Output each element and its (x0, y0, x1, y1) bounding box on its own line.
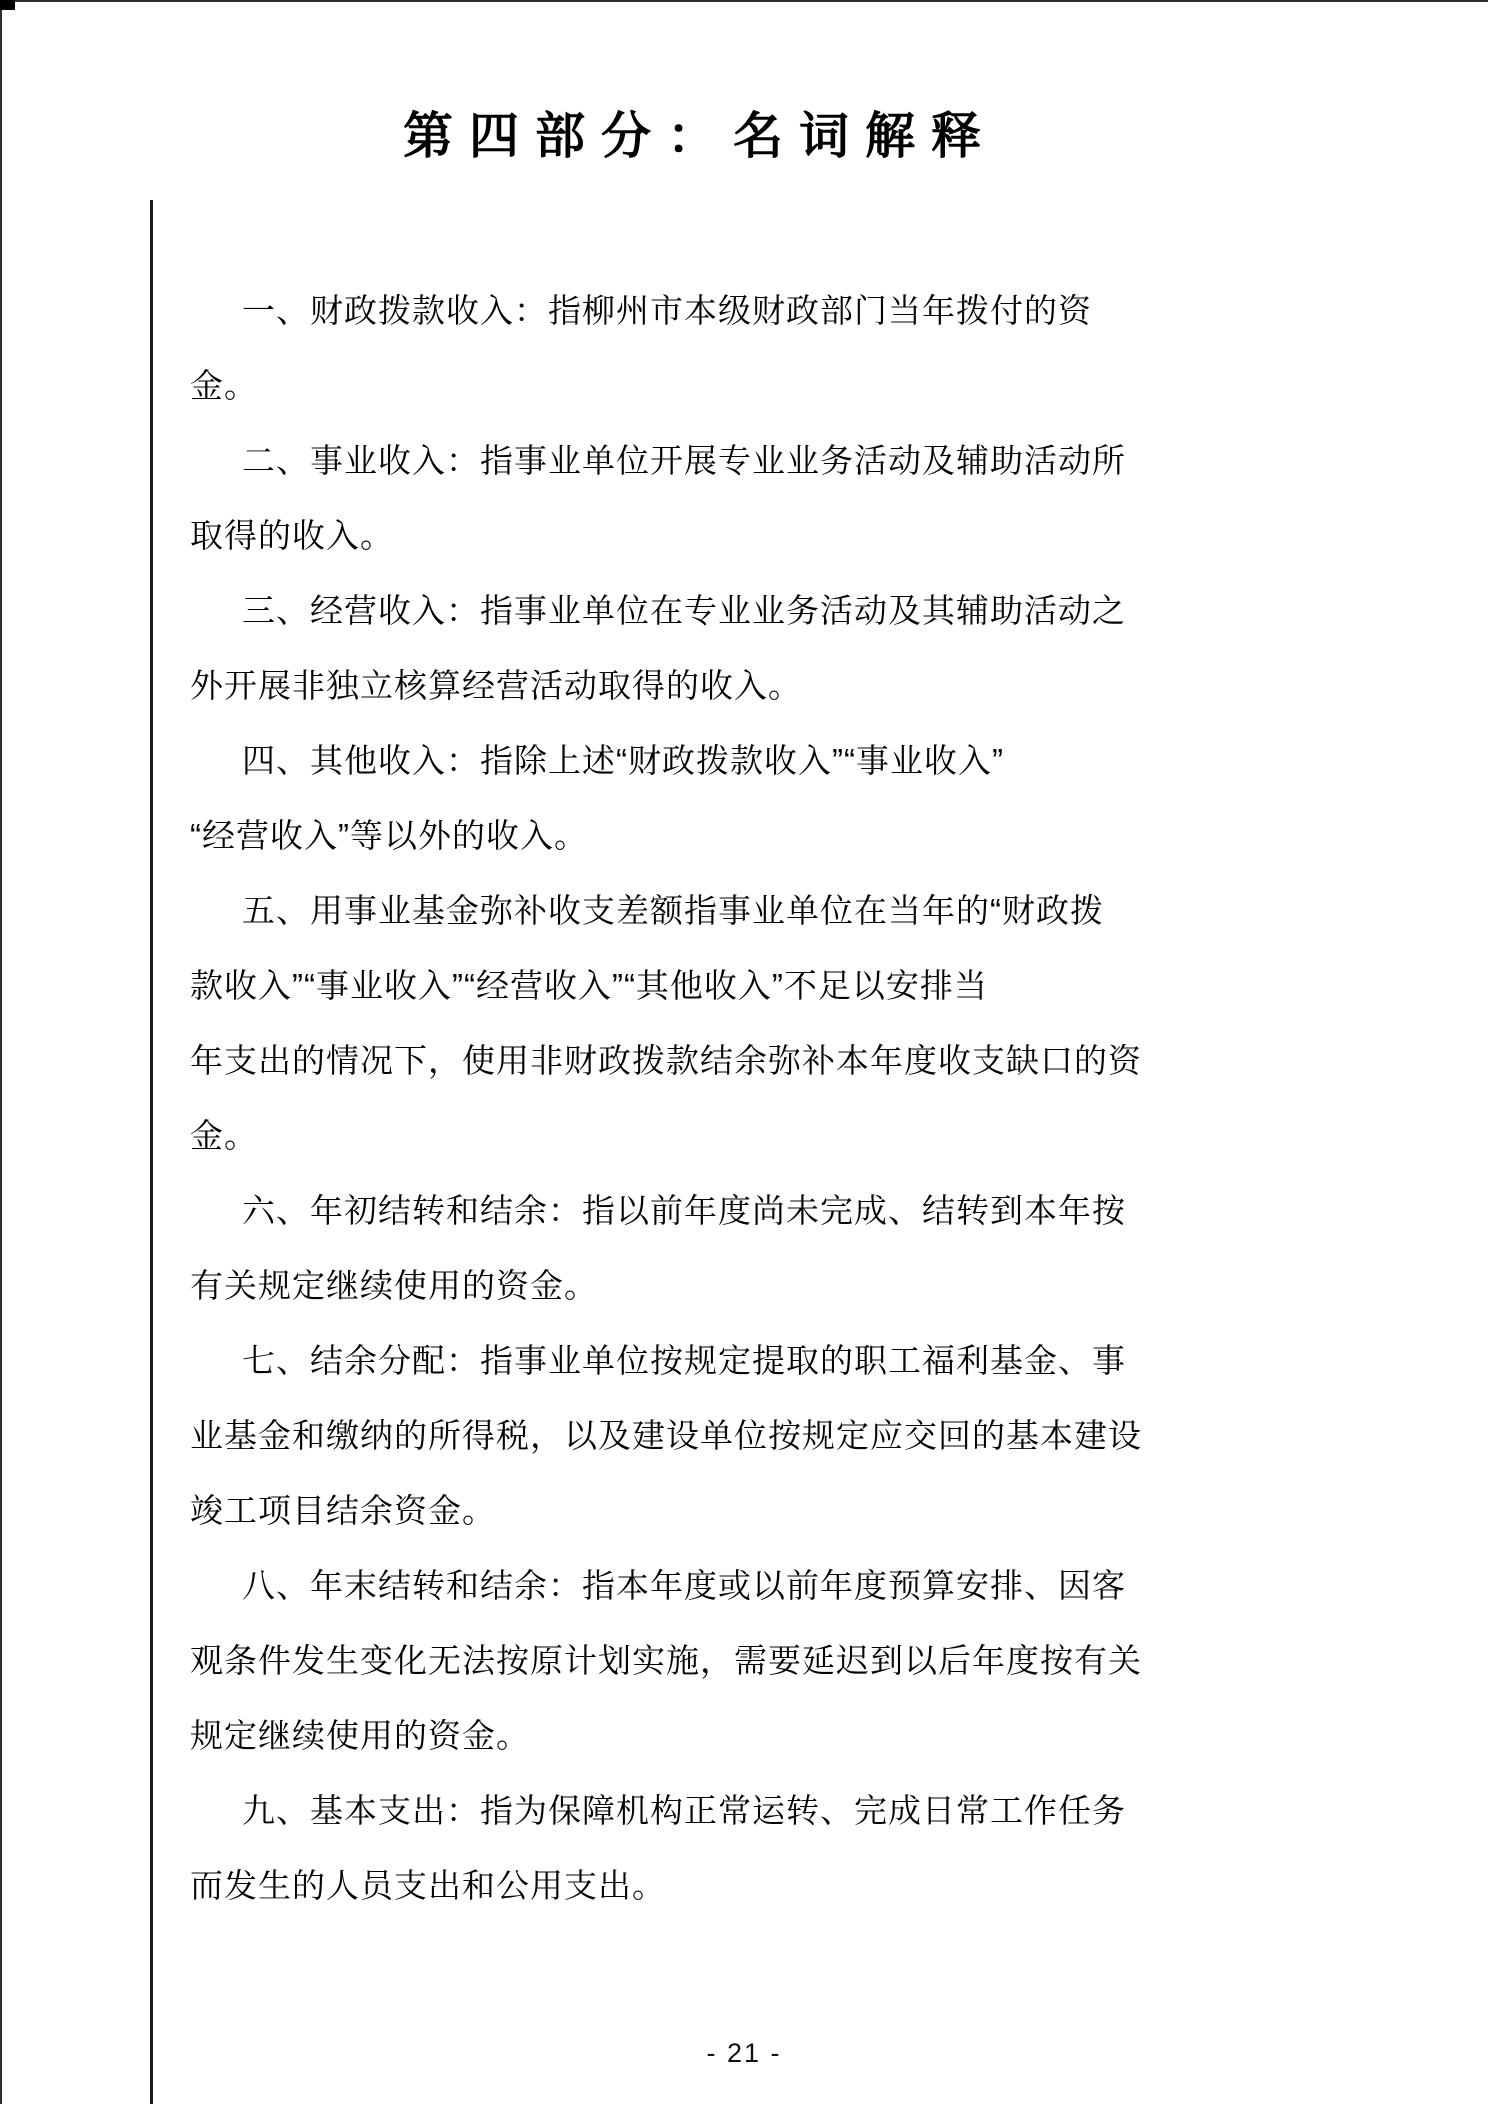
definition-9-line-1: 九、基本支出：指为保障机构正常运转、完成日常工作任务 (242, 1792, 1126, 1829)
definition-9-line-2: 而发生的人员支出和公用支出。 (190, 1867, 666, 1904)
definition-5-line-4: 金。 (190, 1117, 258, 1154)
scan-corner-mark (0, 0, 15, 10)
definition-7-line-3: 竣工项目结余资金。 (190, 1492, 496, 1529)
definition-7-line-2: 业基金和缴纳的所得税，以及建设单位按规定应交回的基本建设 (190, 1417, 1142, 1454)
definition-3-line-1: 三、经营收入：指事业单位在专业业务活动及其辅助活动之 (242, 592, 1126, 629)
page-number: - 21 - (706, 2038, 782, 2068)
definition-5-line-1: 五、用事业基金弥补收支差额指事业单位在当年的“财政拨 (242, 892, 1104, 929)
definition-8-line-3: 规定继续使用的资金。 (190, 1717, 530, 1754)
definition-1-line-1: 一、财政拨款收入：指柳州市本级财政部门当年拨付的资 (242, 292, 1092, 329)
definition-3-line-2: 外开展非独立核算经营活动取得的收入。 (190, 667, 802, 704)
definition-8-line-1: 八、年末结转和结余：指本年度或以前年度预算安排、因客 (242, 1567, 1126, 1604)
definition-8-line-2: 观条件发生变化无法按原计划实施，需要延迟到以后年度按有关 (190, 1642, 1142, 1679)
definition-6-line-2: 有关规定继续使用的资金。 (190, 1267, 598, 1304)
definition-4-line-2: “经营收入”等以外的收入。 (190, 817, 588, 854)
definition-5-line-3: 年支出的情况下，使用非财政拨款结余弥补本年度收支缺口的资 (190, 1042, 1142, 1079)
scan-edge-left (0, 0, 2, 2104)
definitions-list (190, 273, 1142, 1923)
scan-edge-top (0, 0, 1488, 2)
definition-2-line-2: 取得的收入。 (190, 517, 394, 554)
definition-2-line-1: 二、事业收入：指事业单位开展专业业务活动及辅助活动所 (242, 442, 1126, 479)
definition-5-line-2: 款收入”“事业收入”“经营收入”“其他收入”不足以安排当 (190, 967, 988, 1004)
definition-6-line-1: 六、年初结转和结余：指以前年度尚未完成、结转到本年按 (242, 1192, 1126, 1229)
definition-7-line-1: 七、结余分配：指事业单位按规定提取的职工福利基金、事 (242, 1342, 1126, 1379)
scan-fold-line (150, 200, 153, 2104)
page-title: 第四部分：名词解释 (403, 108, 997, 164)
definition-4-line-1: 四、其他收入：指除上述“财政拨款收入”“事业收入” (242, 742, 1004, 779)
definition-1-line-2: 金。 (190, 367, 258, 404)
